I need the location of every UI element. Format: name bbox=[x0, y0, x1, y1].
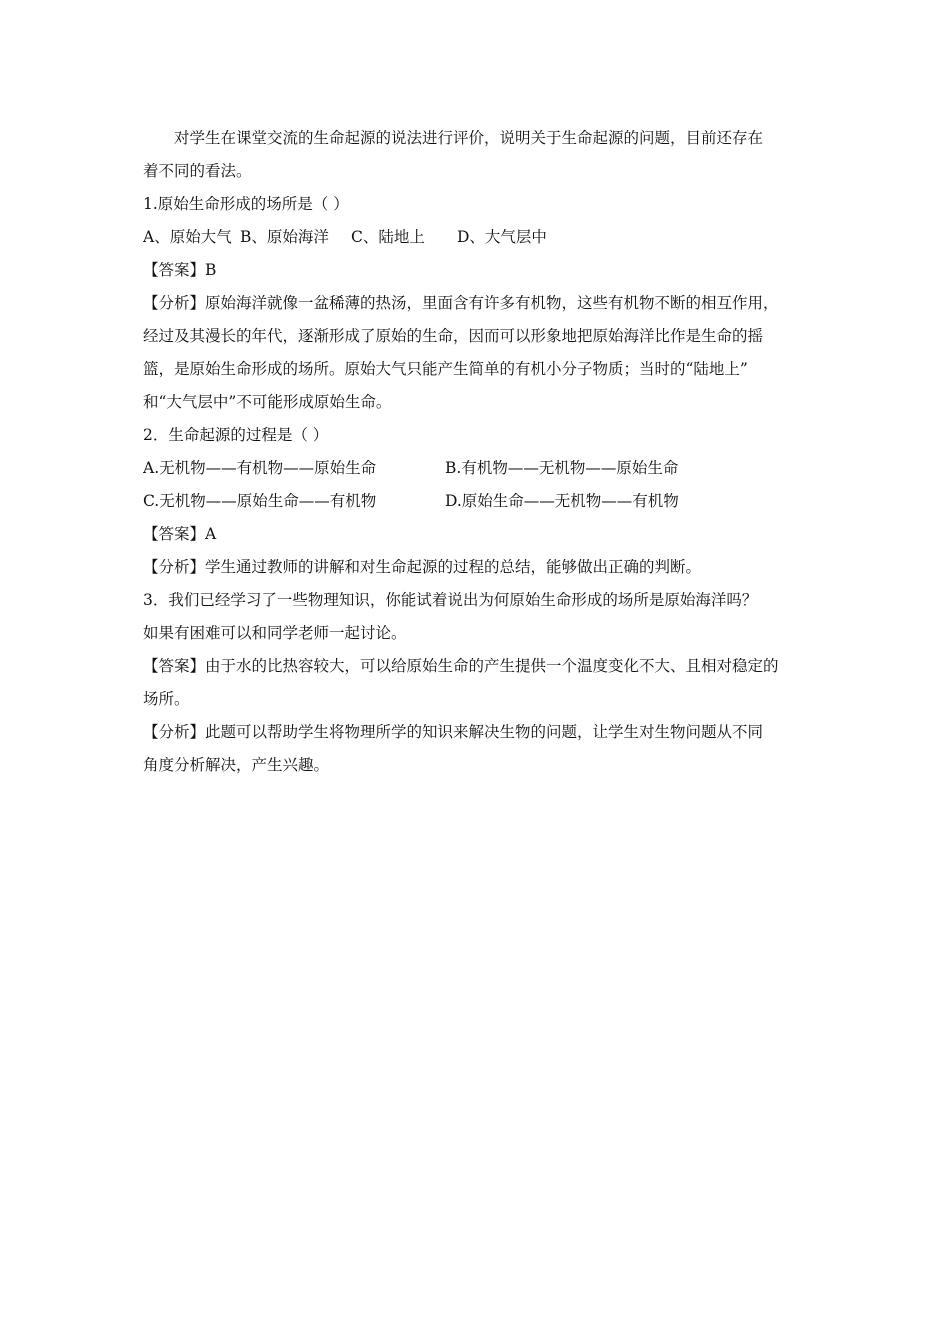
document-body bbox=[143, 122, 809, 782]
question-1-option-c: C、陆地上 bbox=[351, 228, 425, 246]
question-1-option-d: D、大气层中 bbox=[457, 228, 547, 246]
question-3-analysis-line-1: 【分析】此题可以帮助学生将物理所学的知识来解决生物的问题，让学生对生物问题从不同 bbox=[143, 723, 764, 741]
intro-line-1: 对学生在课堂交流的生命起源的说法进行评价，说明关于生命起源的问题，目前还存在 bbox=[174, 129, 764, 147]
question-2-answer: 【答案】A bbox=[143, 525, 217, 543]
question-1-stem: 1.原始生命形成的场所是（ ） bbox=[143, 195, 349, 213]
question-1-analysis-line-1: 【分析】原始海洋就像一盆稀薄的热汤，里面含有许多有机物，这些有机物不断的相互作用， bbox=[143, 294, 779, 312]
question-2-option-c: C.无机物——原始生命——有机物 bbox=[143, 492, 377, 510]
question-1-analysis-line-4: 和“大气层中”不可能形成原始生命。 bbox=[143, 393, 392, 411]
question-1-option-b: B、原始海洋 bbox=[240, 228, 329, 246]
question-3-stem-line-1: 3．我们已经学习了一些物理知识，你能试着说出为何原始生命形成的场所是原始海洋吗？ bbox=[143, 591, 758, 609]
question-3-answer-line-2: 场所。 bbox=[143, 690, 190, 708]
question-2-option-b: B.有机物——无机物——原始生命 bbox=[445, 459, 679, 477]
question-1-answer: 【答案】B bbox=[143, 261, 217, 279]
question-1-options bbox=[143, 221, 809, 254]
question-2-stem: 2．生命起源的过程是（ ） bbox=[143, 426, 329, 444]
question-2-options-row-1 bbox=[143, 452, 809, 485]
question-1-analysis-line-2: 经过及其漫长的年代，逐渐形成了原始的生命，因而可以形象地把原始海洋比作是生命的摇 bbox=[143, 327, 764, 345]
question-1-option-a: A、原始大气 bbox=[143, 228, 232, 246]
question-2-option-d: D.原始生命——无机物——有机物 bbox=[445, 492, 679, 510]
question-2-option-a: A.无机物——有机物——原始生命 bbox=[143, 459, 377, 477]
question-2-analysis: 【分析】学生通过教师的讲解和对生命起源的过程的总结，能够做出正确的判断。 bbox=[143, 558, 702, 576]
question-1-analysis-line-3: 篮，是原始生命形成的场所。原始大气只能产生简单的有机小分子物质；当时的“陆地上” bbox=[143, 360, 748, 378]
question-3-stem-line-2: 如果有困难可以和同学老师一起讨论。 bbox=[143, 624, 407, 642]
question-3-answer-line-1: 【答案】由于水的比热容较大，可以给原始生命的产生提供一个温度变化不大、且相对稳定的 bbox=[143, 657, 779, 675]
intro-line-2: 着不同的看法。 bbox=[143, 162, 252, 180]
question-3-analysis-line-2: 角度分析解决，产生兴趣。 bbox=[143, 756, 330, 774]
question-2-options-row-2 bbox=[143, 485, 809, 518]
